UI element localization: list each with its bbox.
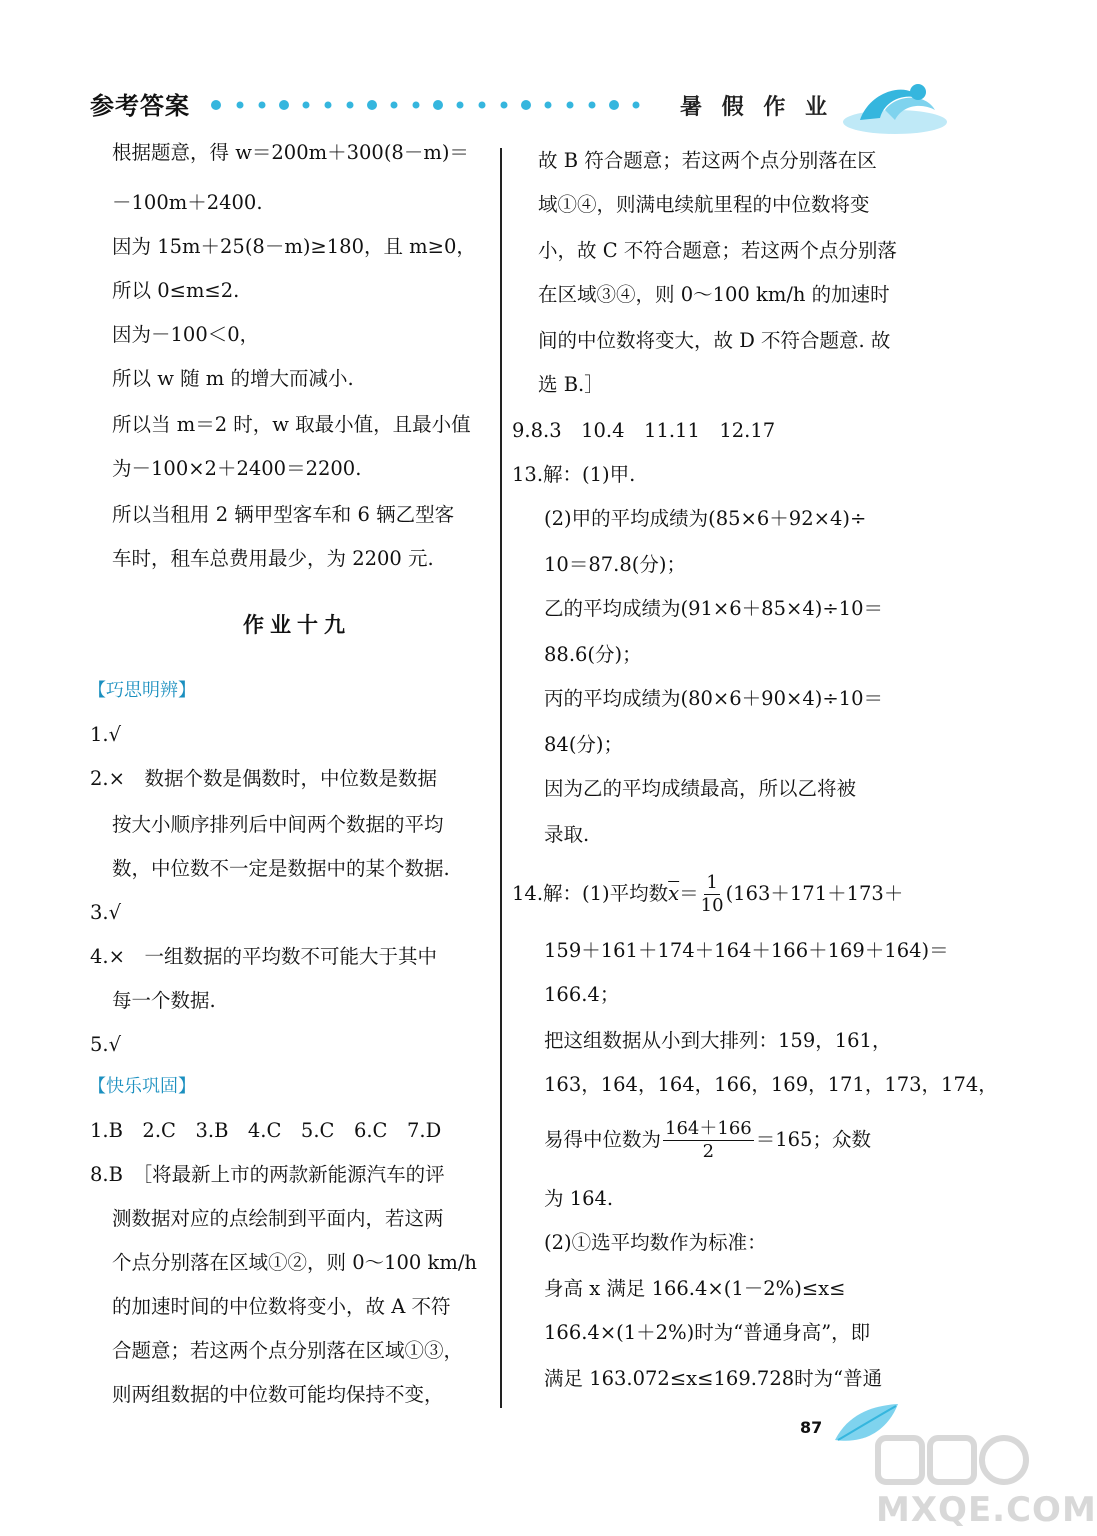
formula-prefix: 易得中位数为 [544, 1128, 662, 1151]
text-line: 为－100×2＋2400＝2200. [112, 457, 362, 480]
answer-line: 因为乙的平均成绩最高，所以乙将被 [544, 777, 857, 800]
mean-formula: 14.解：(1)平均数$\overline{x}=$ $\frac{1}{10}$ (163＋171＋173＋ [512, 872, 904, 916]
section-title: 作业十九 [243, 612, 351, 637]
answer-line: 的加速时间的中位数将变小，故 A 不符 [112, 1295, 451, 1318]
x-bar-symbol: $\overline{x}$ [668, 882, 680, 905]
answer-line: 8.B ［将最新上市的两款新能源汽车的评 [90, 1163, 445, 1186]
text-line: 间的中位数将变大，故 D 不符合题意. 故 [538, 329, 891, 352]
answer-line: 丙的平均成绩为(80×6＋90×4)÷10＝ [544, 687, 883, 710]
text-line: －100m＋2400. [112, 191, 263, 214]
answer-line: 合题意；若这两个点分别落在区域①③， [112, 1339, 464, 1362]
answer-line: (2)甲的平均成绩为(85×6＋92×4)÷ [544, 507, 867, 530]
text-line: 因为 15m＋25(8－m)≥180，且 m≥0， [112, 235, 476, 258]
answer-line: 按大小顺序排列后中间两个数据的平均 [112, 813, 444, 836]
text-line: 故 B 符合题意；若这两个点分别落在区 [538, 149, 877, 172]
wave-swirl-icon [840, 70, 950, 140]
text-line: 车时，租车总费用最少，为 2200 元. [112, 547, 434, 570]
answer-line: 88.6(分)； [544, 643, 642, 666]
answer-line: 9.8.3 10.4 11.11 12.17 [512, 419, 776, 442]
answer-line: (2)①选平均数作为标准： [544, 1231, 767, 1254]
watermark-text: MXQE.COM [876, 1490, 1097, 1530]
answer-line: 84(分)； [544, 733, 624, 756]
formula-suffix: ＝165；众数 [755, 1128, 871, 1151]
answer-line: 3.√ [90, 901, 122, 924]
fraction-denominator: 10 [700, 895, 724, 916]
formula-prefix: 14.解：(1)平均数 [512, 882, 669, 905]
fraction-numerator: 164＋166 [665, 1118, 752, 1139]
text-line: 所以 0≤m≤2. [112, 279, 240, 302]
answer-line: 1.√ [90, 723, 122, 746]
dot-row-decoration [210, 96, 650, 114]
answer-line: 个点分别落在区域①②，则 0～100 km/h [112, 1251, 477, 1274]
answer-line: 乙的平均成绩为(91×6＋85×4)÷10＝ [544, 597, 883, 620]
brand-title: 暑 假 作 业 [680, 95, 833, 120]
text-line: 小，故 C 不符合题意；若这两个点分别落 [538, 239, 897, 262]
header-title: 参考答案 [90, 92, 190, 120]
answer-line: 163，164，164，166，169，171，173，174， [544, 1073, 998, 1096]
section-tag: 【快乐巩固】 [88, 1076, 196, 1097]
answer-line: 2.× 数据个数是偶数时，中位数是数据 [90, 767, 437, 790]
fraction [663, 1118, 754, 1163]
page-number: 87 [800, 1418, 823, 1437]
fraction-denominator: 2 [702, 1141, 715, 1162]
fraction-numerator: 1 [706, 872, 718, 893]
text-line: 选 B.］ [538, 373, 604, 396]
answer-line: 身高 x 满足 166.4×(1－2%)≤x≤ [544, 1277, 846, 1300]
answer-line: 166.4； [544, 983, 620, 1006]
text-line: 所以 w 随 m 的增大而减小. [112, 367, 354, 390]
answer-line: 10＝87.8(分)； [544, 553, 686, 576]
answer-line: 4.× 一组数据的平均数不可能大于其中 [90, 945, 437, 968]
text-line: 所以当 m＝2 时，w 取最小值，且最小值 [112, 413, 471, 436]
answer-line: 数，中位数不一定是数据中的某个数据. [112, 857, 450, 880]
text-line: 根据题意，得 w＝200m＋300(8－m)＝ [112, 141, 469, 164]
answer-line: 1.B 2.C 3.B 4.C 5.C 6.C 7.D [90, 1119, 442, 1142]
section-tag: 【巧思明辨】 [88, 680, 196, 701]
text-line: 域①④，则满电续航里程的中位数将变 [538, 193, 870, 216]
answer-line: 为 164. [544, 1187, 614, 1210]
fraction [701, 872, 724, 917]
answer-line: 166.4×(1＋2%)时为“普通身高”，即 [544, 1321, 871, 1344]
page-header [0, 0, 1050, 150]
answer-line: 满足 163.072≤x≤169.728时为“普通 [544, 1367, 883, 1390]
median-formula [544, 1118, 871, 1163]
text-line: 在区域③④，则 0～100 km/h 的加速时 [538, 283, 890, 306]
answer-line: 测数据对应的点绘制到平面内，若这两 [112, 1207, 444, 1230]
answer-line: 每一个数据. [112, 989, 216, 1012]
answer-line: 则两组数据的中位数可能均保持不变， [112, 1383, 444, 1406]
formula-suffix: (163＋171＋173＋ [725, 882, 904, 905]
column-divider [500, 148, 502, 1408]
answer-line: 5.√ [90, 1033, 122, 1056]
text-line: 因为－100＜0， [112, 323, 260, 346]
answer-line: 159＋161＋174＋164＋166＋169＋164)＝ [544, 939, 949, 962]
answer-line: 13.解：(1)甲. [512, 463, 636, 486]
answer-line: 录取. [544, 823, 590, 846]
text-line: 所以当租用 2 辆甲型客车和 6 辆乙型客 [112, 503, 455, 526]
answer-line: 把这组数据从小到大排列：159，161， [544, 1029, 892, 1052]
